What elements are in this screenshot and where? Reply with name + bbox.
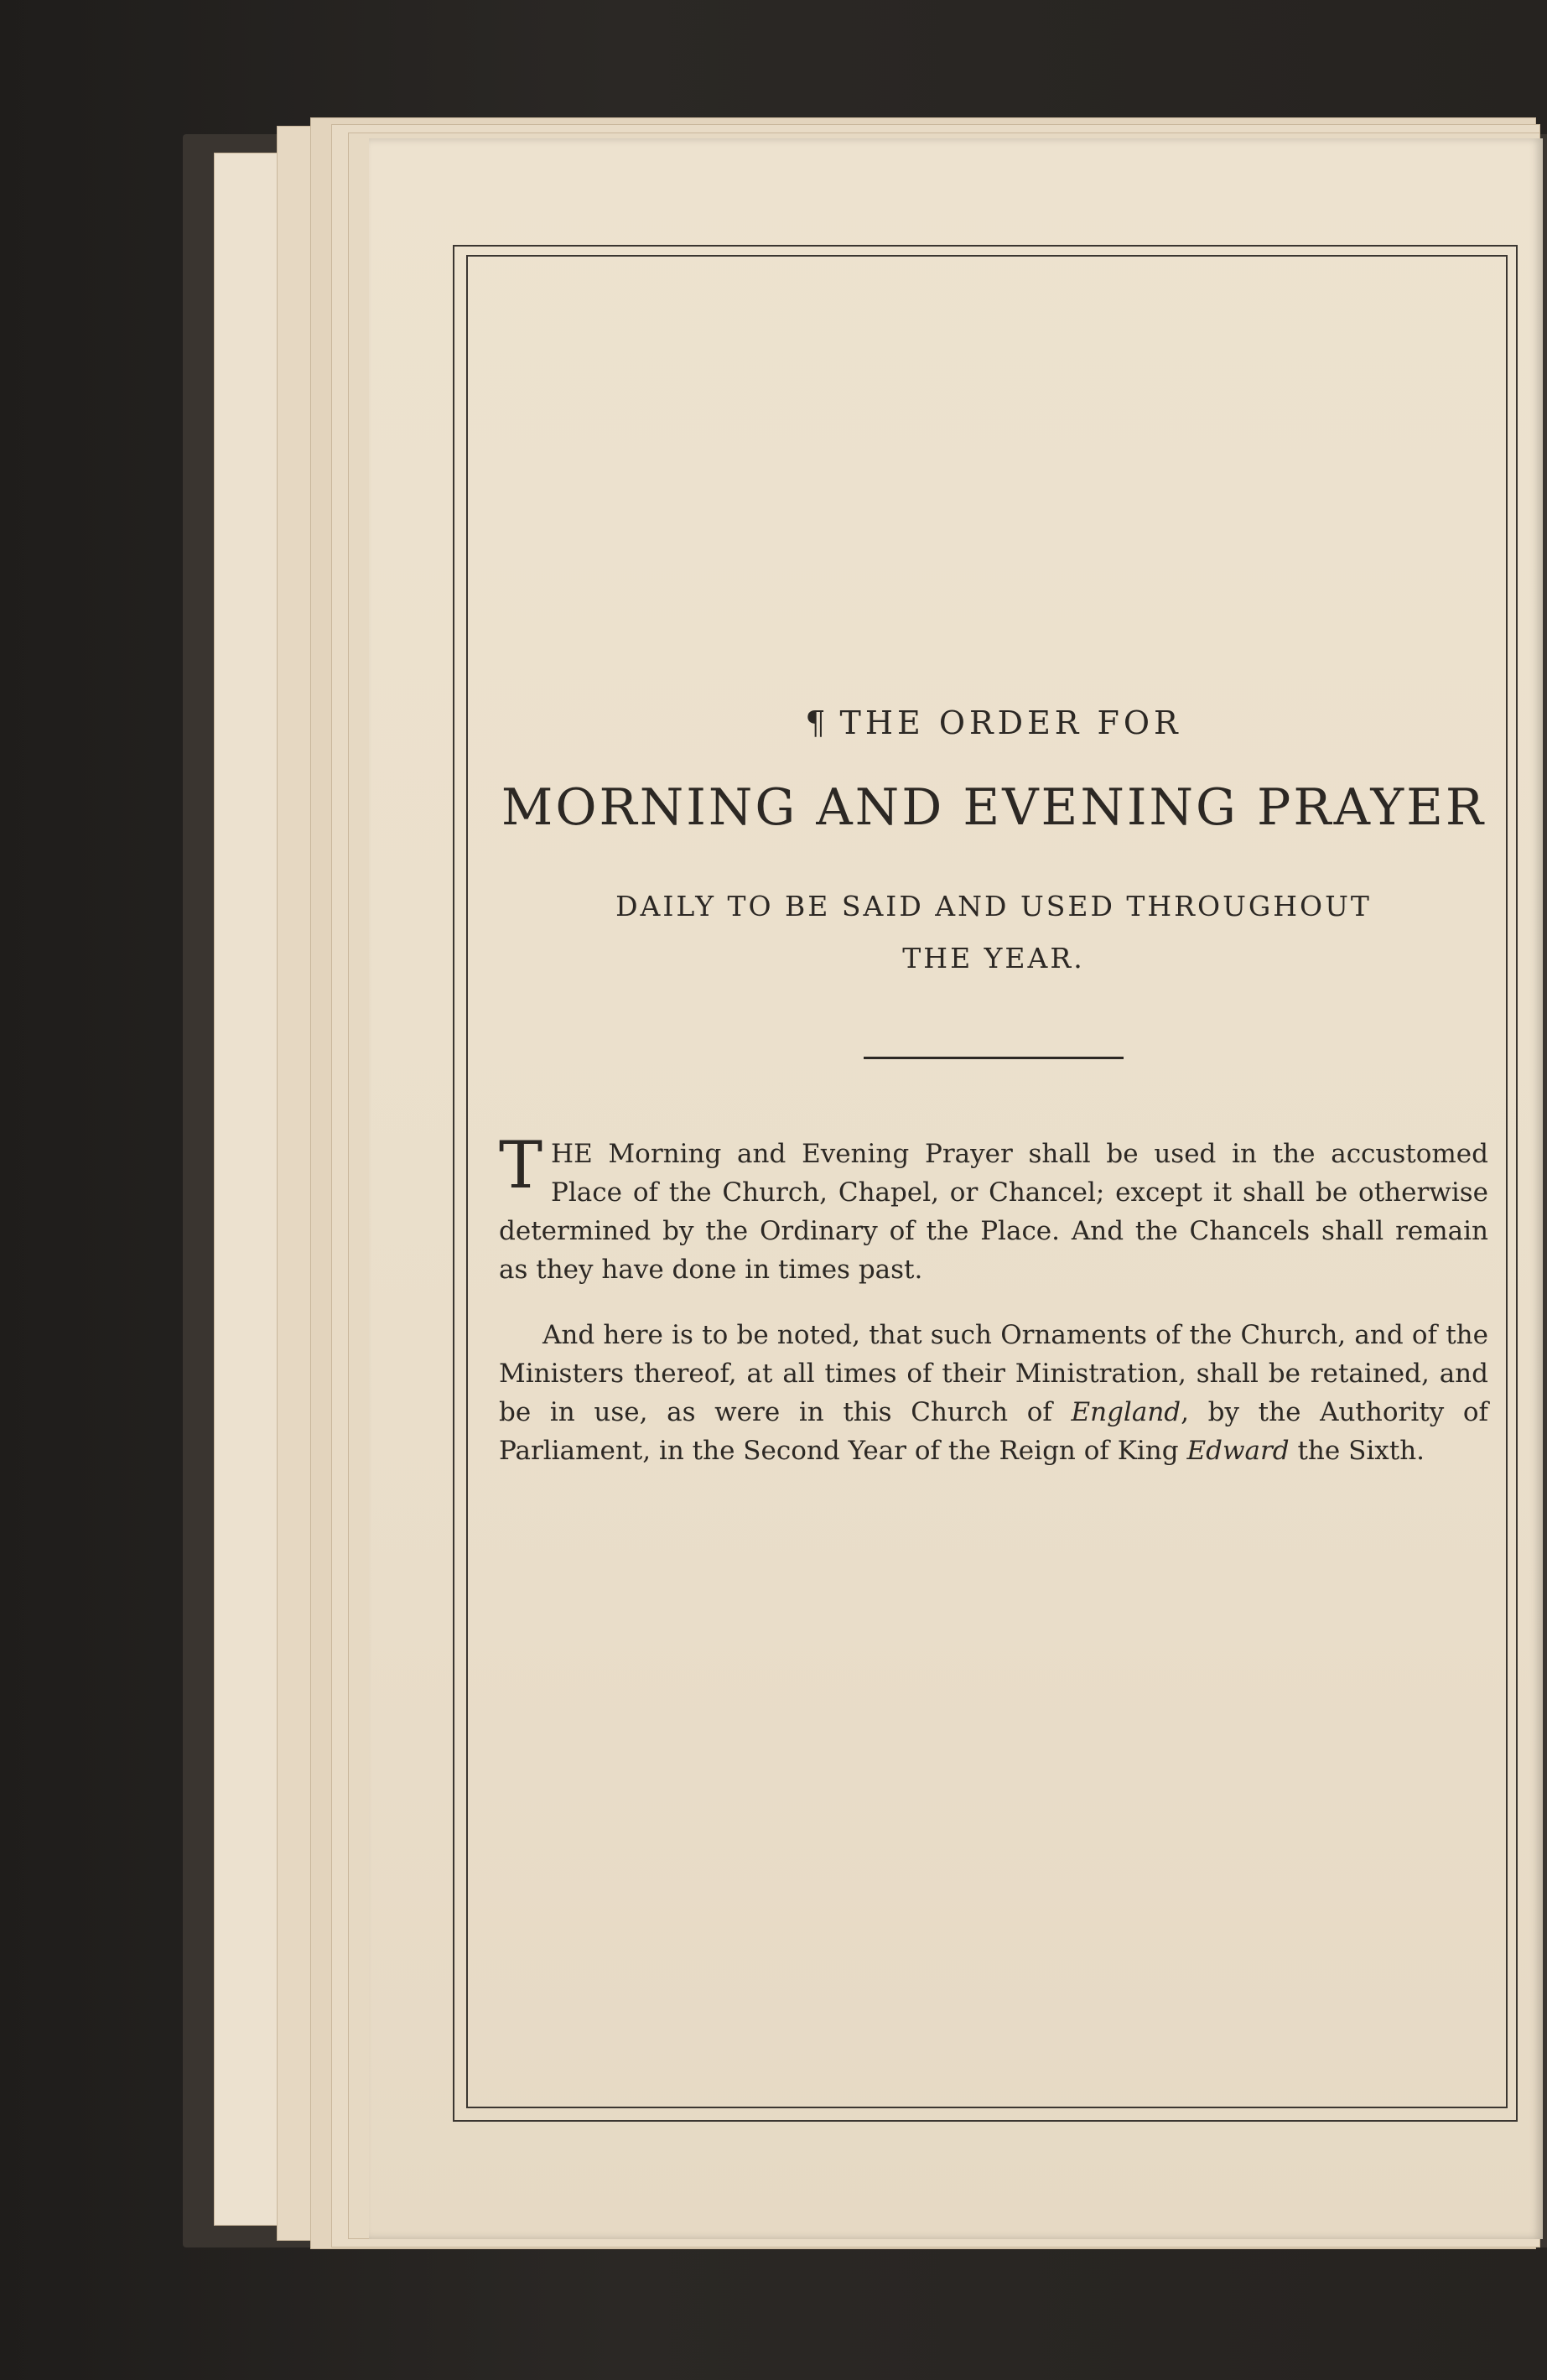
order-for-heading [499, 704, 1488, 741]
paragraph-2-italic-england: England [1071, 1397, 1181, 1427]
paragraph-2-text-a: And here is to be noted, that such Ornaments of the Church, and of the Ministers thereof, at all times of their Ministration, shall be retained, and be in use, as were in this Church of [499, 1320, 1488, 1427]
order-for-text: THE ORDER FOR [839, 704, 1182, 741]
drop-cap: T [499, 1128, 543, 1203]
divider-rule [864, 1057, 1124, 1059]
page-content [499, 704, 1488, 1470]
paragraph-2-text-b: , by the Authority of Parliament, in the Second Year of the Reign of King [499, 1397, 1488, 1466]
subtitle-line-2: THE YEAR. [902, 942, 1085, 974]
rubric-paragraph-2 [499, 1316, 1488, 1470]
paragraph-1-text: HE Morning and Evening Prayer shall be used in the accustomed Place of the Church, Chapel, or Chancel; except it shall be otherwise determined by the Ordinary of the Place. And the Chancels shall remain as they have done in times past. [499, 1139, 1488, 1285]
pilcrow-mark: ¶ [805, 704, 830, 741]
subtitle-line-1: DAILY TO BE SAID AND USED THROUGHOUT [615, 890, 1372, 922]
rubric-paragraph-1 [499, 1128, 1488, 1289]
page-title: MORNING AND EVENING PRAYER [501, 778, 1487, 837]
paragraph-2-text-c: the Sixth. [1289, 1436, 1425, 1466]
paragraph-2-italic-edward: Edward [1186, 1436, 1290, 1466]
